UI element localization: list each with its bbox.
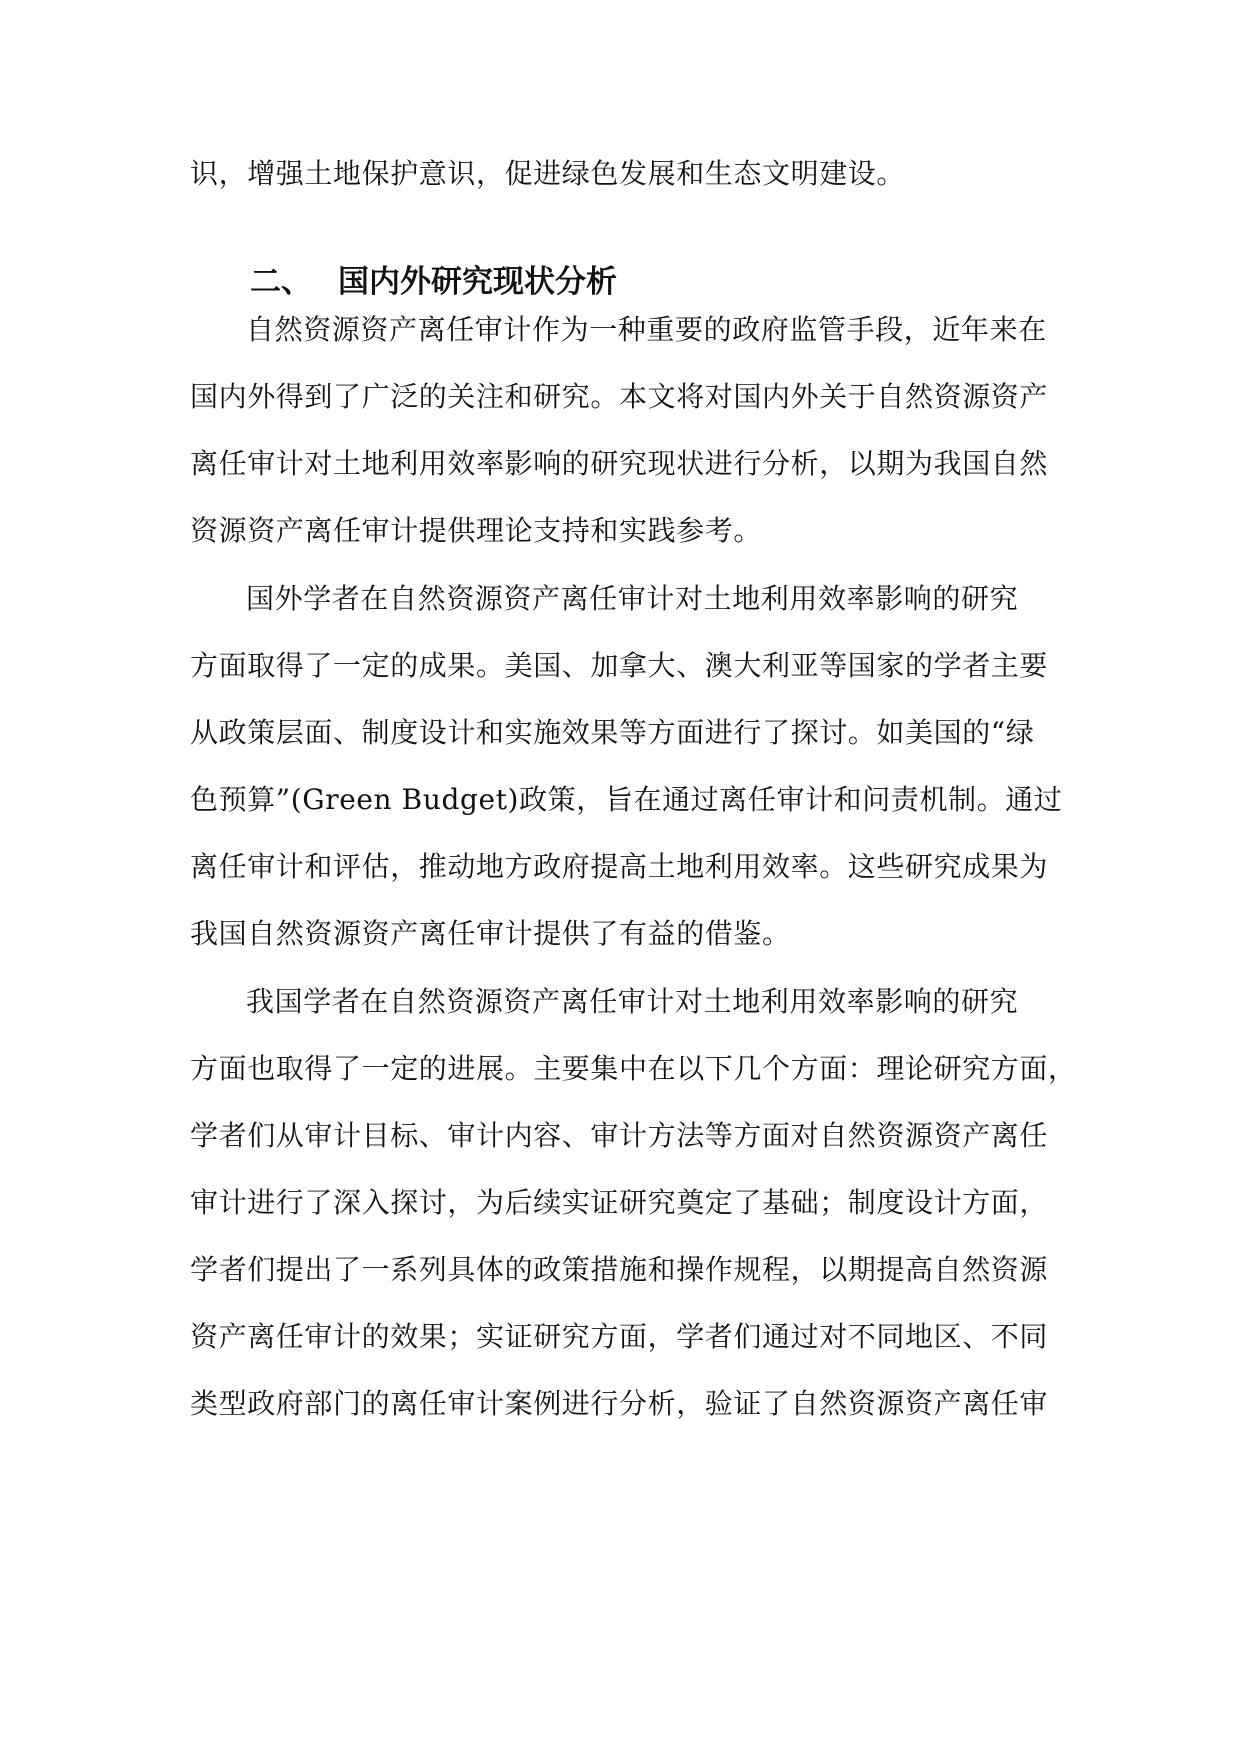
paragraph-line: 国内外得到了广泛的关注和研究。本文将对国内外关于自然资源资产	[190, 380, 1049, 413]
section-number: 二、	[250, 264, 312, 300]
paragraph-line: 审计进行了深入探讨，为后续实证研究奠定了基础；制度设计方面，	[190, 1186, 1049, 1219]
paragraph-line: 方面取得了一定的成果。美国、加拿大、澳大利亚等国家的学者主要	[190, 649, 1049, 682]
paragraph-line: 类型政府部门的离任审计案例进行分析，验证了自然资源资产离任审	[190, 1387, 1049, 1420]
paragraph-line: 色预算”(Green Budget)政策，旨在通过离任审计和问责机制。通过	[190, 783, 1063, 816]
paragraph-line: 国外学者在自然资源资产离任审计对土地利用效率影响的研究	[246, 582, 1019, 615]
paragraph-line: 自然资源资产离任审计作为一种重要的政府监管手段，近年来在	[246, 313, 1047, 346]
section-heading	[250, 262, 617, 302]
paragraph-line: 离任审计和评估，推动地方政府提高土地利用效率。这些研究成果为	[190, 850, 1049, 883]
paragraph-line: 从政策层面、制度设计和实施效果等方面进行了探讨。如美国的“绿	[190, 716, 1035, 749]
paragraph-line: 离任审计对土地利用效率影响的研究现状进行分析，以期为我国自然	[190, 447, 1049, 480]
paragraph-line: 我国学者在自然资源资产离任审计对土地利用效率影响的研究	[246, 985, 1019, 1018]
paragraph-line: 资源资产离任审计提供理论支持和实践参考。	[190, 514, 763, 547]
continued-text-line: 识，增强土地保护意识，促进绿色发展和生态文明建设。	[190, 157, 906, 190]
paragraph-line: 我国自然资源资产离任审计提供了有益的借鉴。	[190, 917, 791, 950]
paragraph-line: 资产离任审计的效果；实证研究方面，学者们通过对不同地区、不同	[190, 1320, 1049, 1353]
section-title: 国内外研究现状分析	[338, 264, 617, 300]
paragraph-line: 学者们提出了一系列具体的政策措施和操作规程，以期提高自然资源	[190, 1253, 1049, 1286]
paragraph-line: 学者们从审计目标、审计内容、审计方法等方面对自然资源资产离任	[190, 1119, 1049, 1152]
paragraph-line: 方面也取得了一定的进展。主要集中在以下几个方面：理论研究方面，	[190, 1052, 1077, 1085]
